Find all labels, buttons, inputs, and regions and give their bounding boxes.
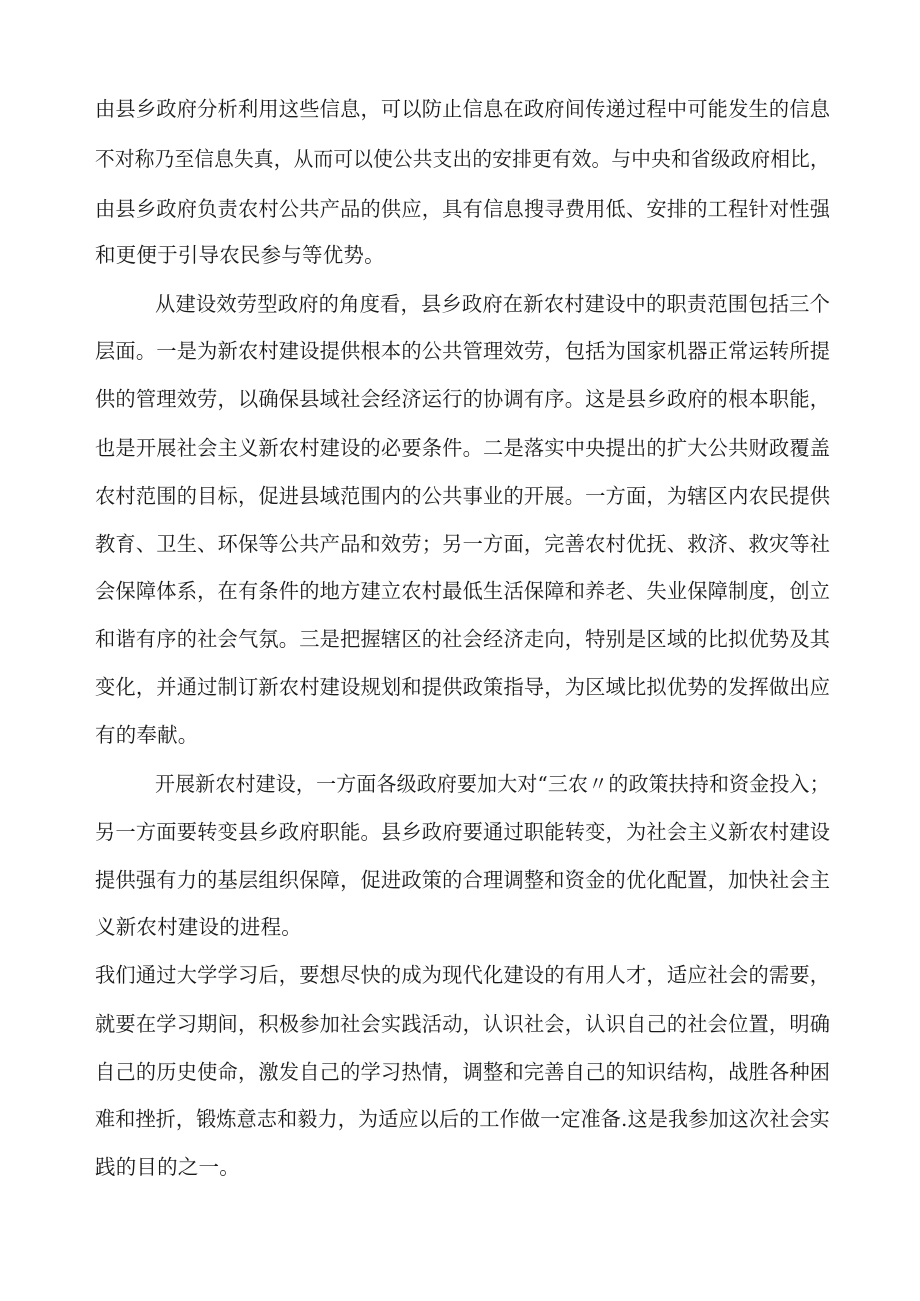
text-line: 我们通过大学学习后，要想尽快的成为现代化建设的有用人才，适应社会的需要， <box>95 963 831 987</box>
text-line: 会保障体系，在有条件的地方建立农村最低生活保障和养老、失业保障制度，创立 <box>95 579 831 603</box>
text-line: 难和挫折，锻炼意志和毅力，为适应以后的工作做一定准备.这是我参加这次社会实 <box>95 1107 830 1131</box>
text-line: 开展新农村建设，一方面各级政府要加大对“三农〃的政策扶持和资金投入； <box>155 772 830 796</box>
text-line: 和谐有序的社会气氛。三是把握辖区的社会经济走向，特别是区域的比拟优势及其 <box>95 627 831 651</box>
text-line: 由县乡政府负责农村公共产品的供应，具有信息搜寻费用低、安排的工程针对性强 <box>95 197 831 221</box>
text-line: 另一方面要转变县乡政府职能。县乡政府要通过职能转变，为社会主义新农村建设 <box>95 820 831 844</box>
text-line: 从建设效劳型政府的角度看，县乡政府在新农村建设中的职责范围包括三个 <box>155 292 831 316</box>
text-line: 就要在学习期间，积极参加社会实践活动，认识社会，认识自己的社会位置，明确 <box>95 1012 831 1036</box>
text-line: 农村范围的目标，促进县域范围内的公共事业的开展。一方面，为辖区内农民提供 <box>95 484 831 508</box>
text-line: 有的奉献。 <box>95 723 199 747</box>
text-line: 变化，并通过制订新农村建设规划和提供政策指导，为区域比拟优势的发挥做出应 <box>95 675 831 699</box>
text-line: 也是开展社会主义新农村建设的必要条件。二是落实中央提出的扩大公共财政覆盖 <box>95 436 831 460</box>
text-line: 和更便于引导农民参与等优势。 <box>95 243 385 267</box>
text-line: 自己的历史使命，激发自己的学习热情，调整和完善自己的知识结构，战胜各种困 <box>95 1060 831 1084</box>
text-line: 供的管理效劳，以确保县域社会经济运行的协调有序。这是县乡政府的根本职能， <box>95 387 831 411</box>
text-line: 践的目的之一。 <box>95 1155 240 1179</box>
text-line: 层面。一是为新农村建设提供根本的公共管理效劳，包括为国家机器正常运转所提 <box>95 339 831 363</box>
text-line: 教育、卫生、环保等公共产品和效劳；另一方面，完善农村优抚、救济、救灾等社 <box>95 532 831 556</box>
text-line: 不对称乃至信息失真，从而可以使公共支出的安排更有效。与中央和省级政府相比， <box>95 147 830 171</box>
text-line: 义新农村建设的进程。 <box>95 915 302 939</box>
text-line: 由县乡政府分析利用这些信息，可以防止信息在政府间传递过程中可能发生的信息 <box>95 97 831 121</box>
text-line: 提供强有力的基层组织保障，促进政策的合理调整和资金的优化配置，加快社会主 <box>95 868 831 892</box>
